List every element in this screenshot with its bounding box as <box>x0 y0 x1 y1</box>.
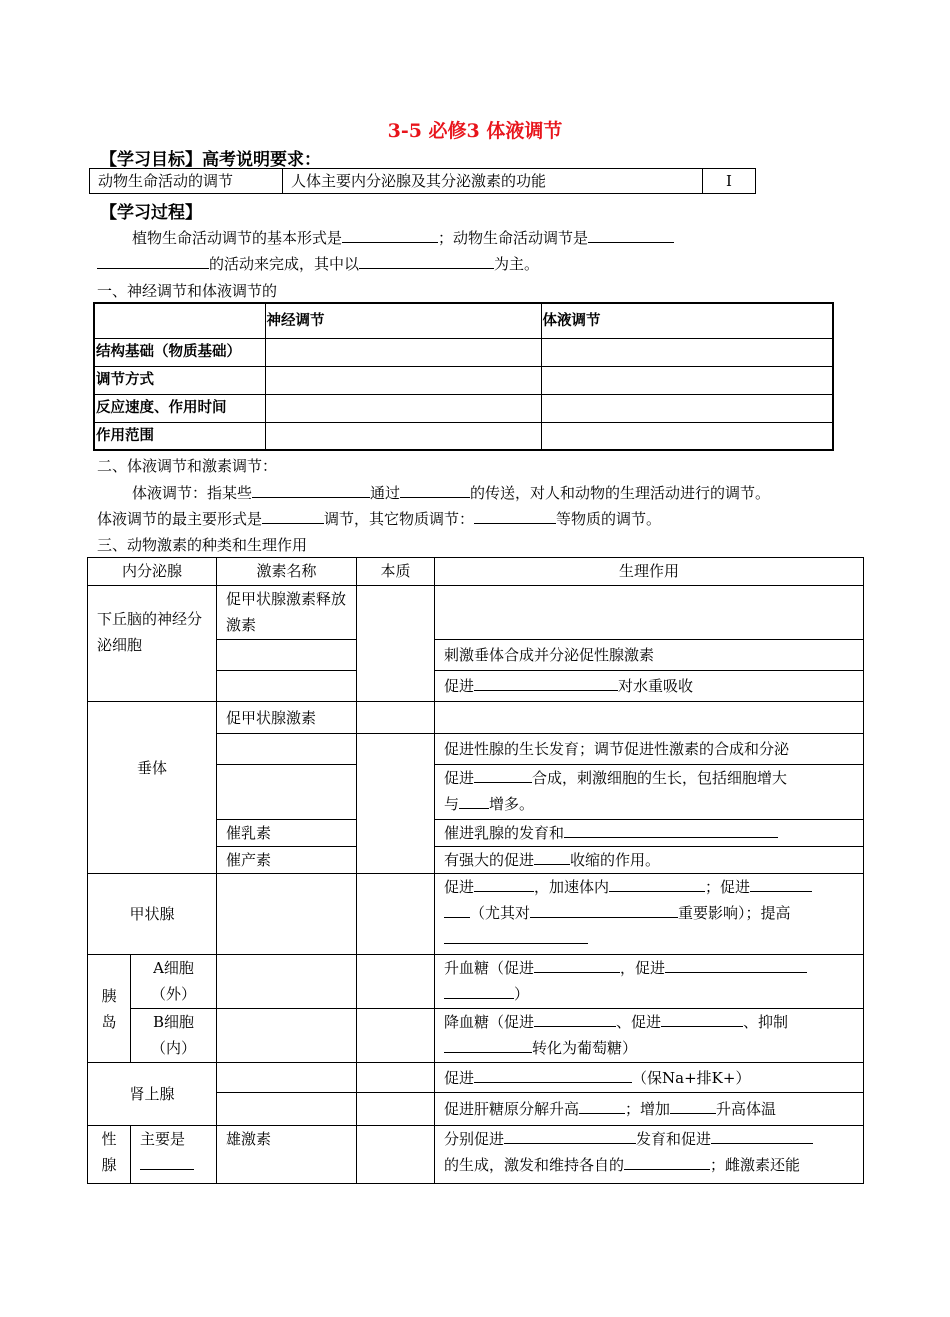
hormone-prolactin: 催乳素 <box>217 820 357 847</box>
gonad-main: 主要是 <box>131 1126 217 1184</box>
col-neural: 神经调节 <box>265 303 541 338</box>
row-speed: 反应速度、作用时间 <box>94 394 265 422</box>
func-a-cell: 升血糖（促进 ，促进 ） <box>435 955 864 1009</box>
hormone-trh: 促甲状腺激素释放激素 <box>217 586 357 640</box>
func-pit-4: 催进乳腺的发育和 <box>435 820 864 847</box>
section1-heading: 一、神经调节和体液调节的 <box>97 282 278 300</box>
gland-gonad: 性腺 <box>88 1126 131 1184</box>
func-b-cell: 降血糖（促进 、促进 、抑制 转化为葡萄糖） <box>435 1009 864 1063</box>
func-thyroid: 促进 ，加速体内 ；促进 （尤其对 重要影响）；提高 <box>435 874 864 955</box>
gland-pancreas: 胰岛 <box>88 955 131 1063</box>
hormone-oxytocin: 催产素 <box>217 847 357 874</box>
header-function: 生理作用 <box>435 558 864 586</box>
gland-thyroid: 甲状腺 <box>88 874 217 955</box>
comparison-table <box>93 302 834 451</box>
header-gland: 内分泌腺 <box>88 558 217 586</box>
hormone-table <box>87 557 864 1184</box>
objective-topic: 动物生命活动的调节 <box>90 169 283 194</box>
row-scope: 作用范围 <box>94 422 265 450</box>
objective-level: I <box>703 169 756 194</box>
func-pit-3: 促进 合成，刺激细胞的生长，包括细胞增大 与 增多。 <box>435 765 864 820</box>
section2-line-1: 体液调节：指某些 通过 的传送，对人和动物的生理活动进行的调节。 <box>132 484 771 502</box>
row-structure: 结构基础（物质基础） <box>94 338 265 366</box>
cell-b: B细胞（内） <box>131 1009 217 1063</box>
header-hormone: 激素名称 <box>217 558 357 586</box>
func-pit-5: 有强大的促进 收缩的作用。 <box>435 847 864 874</box>
hormone-androgen: 雄激素 <box>217 1126 357 1184</box>
func-adrenal-1: 促进 （保Na+排K+） <box>435 1063 864 1093</box>
header-nature: 本质 <box>357 558 435 586</box>
page-title: 3-5 必修3 体液调节 <box>387 120 563 142</box>
objectives-table <box>89 168 756 194</box>
row-mode: 调节方式 <box>94 366 265 394</box>
intro-line-1: 植物生命活动调节的基本形式是 ；动物生命活动调节是 <box>132 227 674 248</box>
intro-line-2: 的活动来完成，其中以 为主。 <box>97 253 539 274</box>
objectives-heading: 【学习目标】高考说明要求： <box>100 150 321 170</box>
func-gonad: 分别促进 发育和促进 的生成，激发和维持各自的 ；雌激素还能 <box>435 1126 864 1184</box>
objective-content: 人体主要内分泌腺及其分泌激素的功能 <box>283 169 703 194</box>
func-pit-2: 促进性腺的生长发育；调节促进性激素的合成和分泌 <box>435 734 864 765</box>
hormone-tsh: 促甲状腺激素 <box>217 702 357 734</box>
cell-a: A细胞（外） <box>131 955 217 1009</box>
func-hyp-3: 促进 对水重吸收 <box>435 671 864 702</box>
gland-pituitary: 垂体 <box>88 702 217 874</box>
section2-line-2: 体液调节的最主要形式是 调节，其它物质调节： 等物质的调节。 <box>97 510 662 528</box>
section2-heading: 二、体液调节和激素调节： <box>97 457 278 475</box>
func-adrenal-2: 促进肝糖原分解升高 ；增加 升高体温 <box>435 1093 864 1126</box>
col-humoral: 体液调节 <box>541 303 833 338</box>
func-hyp-2: 刺激垂体合成并分泌促性腺激素 <box>435 640 864 671</box>
gland-adrenal: 肾上腺 <box>88 1063 217 1126</box>
section3-heading: 三、动物激素的种类和生理作用 <box>97 536 308 554</box>
gland-hypothalamus: 下丘脑的神经分泌细胞 <box>88 586 217 702</box>
process-heading: 【学习过程】 <box>100 203 202 223</box>
